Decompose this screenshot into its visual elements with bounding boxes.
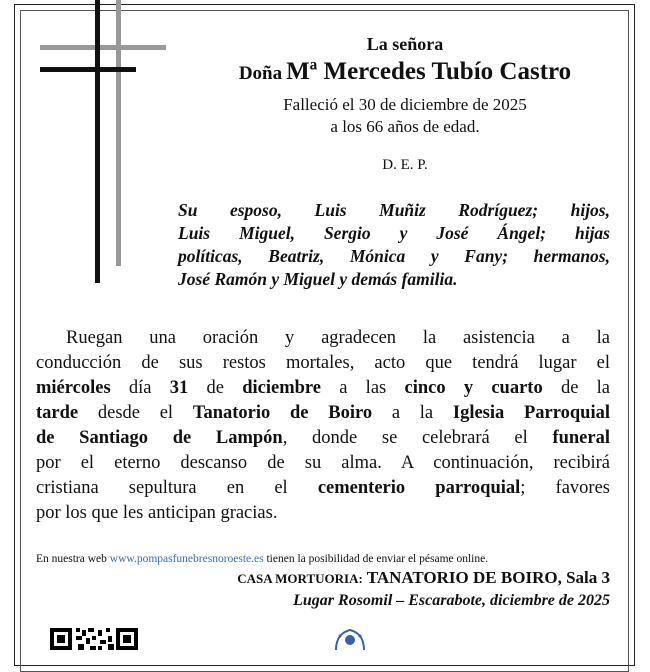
age-line: a los 66 años de edad. <box>330 117 480 136</box>
day-of-week: miércoles <box>36 378 111 398</box>
cross-gray-vertical <box>116 0 121 266</box>
family-line: José Ramón y Miguel y demás familia. <box>178 269 458 289</box>
body-line <box>36 401 610 426</box>
family-line: Luis Miguel, Sergio y José Ángel; hijas <box>178 223 610 243</box>
name-prefix: Doña <box>238 63 283 84</box>
body-text: a las <box>320 378 405 398</box>
funeral-home-logo-icon <box>330 628 370 650</box>
church: Iglesia Parroquial <box>452 403 610 423</box>
body-text: , donde se celebrará el <box>282 428 553 448</box>
month: diciembre <box>242 378 321 398</box>
web-prefix: En nuestra web <box>36 553 110 565</box>
cemetery: cementerio parroquial <box>317 478 521 498</box>
body-line <box>36 426 610 451</box>
body-line: por los que les anticipan gracias. <box>36 503 278 523</box>
web-suffix: tienen la posibilidad de enviar el pésame online. <box>263 553 489 565</box>
cross-black-horizontal <box>40 67 136 72</box>
body-line: por el eterno descanso de su alma. A continuación, recibirá <box>36 453 610 473</box>
deceased-name: Mª Mercedes Tubío Castro <box>286 58 572 85</box>
body-line: conducción de sus restos mortales, acto que tendrá lugar el <box>36 353 610 373</box>
death-date-line: Falleció el 30 de diciembre de 2025 <box>283 95 527 114</box>
time-of-day: tarde <box>36 403 79 423</box>
funeral-home-line <box>237 568 610 588</box>
body-line <box>36 376 610 401</box>
family-list <box>178 199 610 291</box>
rip-line: D. E. P. <box>382 157 428 173</box>
cross-gray-horizontal <box>40 45 166 50</box>
web-notice <box>36 553 488 565</box>
funeral-home-label: CASA MORTUORIA: <box>237 571 363 586</box>
day-number: 31 <box>169 378 189 398</box>
body-text: a la <box>372 403 453 423</box>
service-type: funeral <box>552 428 610 448</box>
funeral-home: Tanatorio de Boiro <box>192 403 373 423</box>
body-line <box>36 476 610 501</box>
body-text: de la <box>542 378 611 398</box>
funeral-home-value: TANATORIO DE BOIRO, Sala 3 <box>362 568 610 587</box>
body-text: día <box>110 378 170 398</box>
family-line: políticas, Beatriz, Mónica y Fany; hermanos, <box>178 246 610 266</box>
family-line: Su esposo, Luis Muñiz Rodríguez; hijos, <box>178 200 610 220</box>
body-text: cristiana sepultura en el <box>36 478 318 498</box>
announcement-body <box>36 326 610 526</box>
website-link[interactable]: www.pompasfunebresnoroeste.es <box>109 553 264 565</box>
body-text: ; favores <box>520 478 610 498</box>
cross-black-vertical <box>95 0 100 283</box>
title-line: La señora <box>366 34 444 54</box>
body-text: de <box>188 378 243 398</box>
deceased-name-line <box>170 58 640 86</box>
time: cinco y cuarto <box>404 378 543 398</box>
body-text: desde el <box>78 403 193 423</box>
body-line: Ruegan una oración y agradecen la asistencia a la <box>66 328 610 348</box>
church-place: de Santiago de Lampón <box>36 428 283 448</box>
qr-code-icon[interactable] <box>50 628 145 650</box>
place-date-line: Lugar Rosomil – Escarabote, diciembre de 2025 <box>293 592 610 609</box>
